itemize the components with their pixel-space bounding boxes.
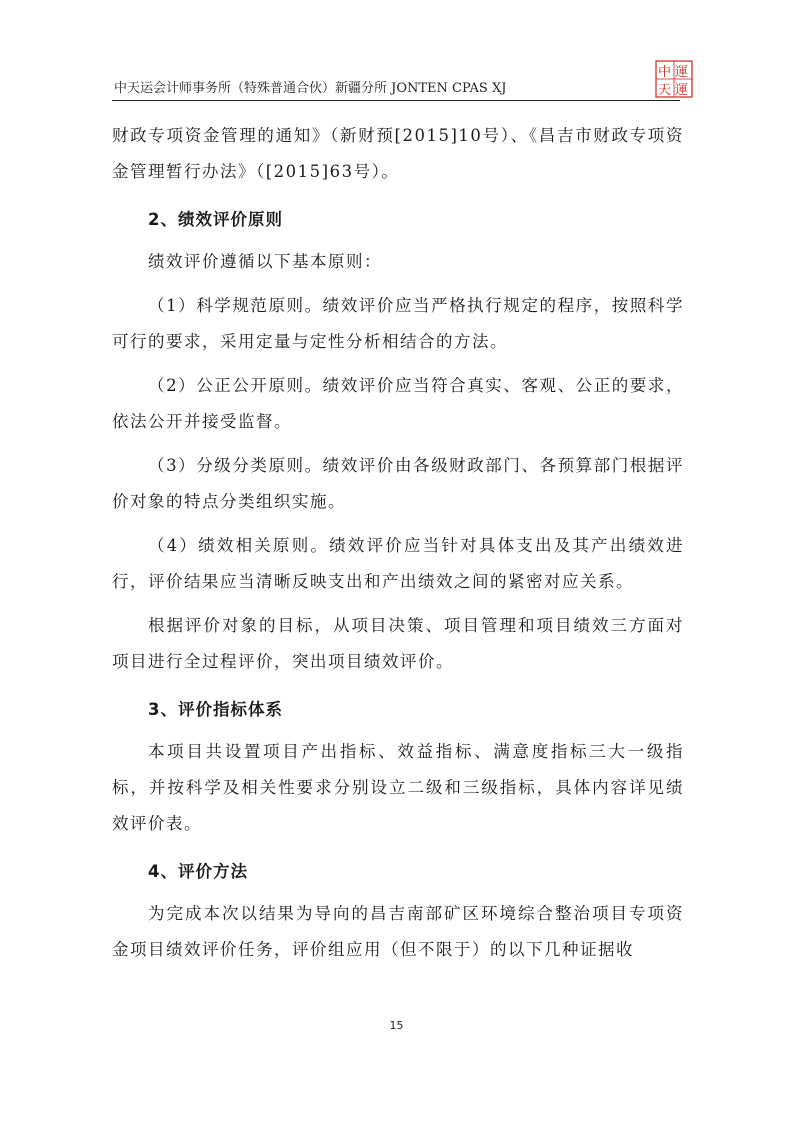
- principle-2: （2）公正公开原则。绩效评价应当符合真实、客观、公正的要求，依法公开并接受监督。: [112, 376, 684, 431]
- page-content: [112, 118, 684, 968]
- svg-text:運: 運: [675, 83, 689, 98]
- section-2-summary: 根据评价对象的目标，从项目决策、项目管理和项目绩效三方面对项目进行全过程评价，突出项目绩效评价。: [112, 616, 684, 671]
- principle-1: （1）科学规范原则。绩效评价应当严格执行规定的程序，按照科学可行的要求，采用定量与定性分析相结合的方法。: [112, 296, 684, 351]
- svg-text:天: 天: [658, 83, 672, 98]
- intro-paragraph: 财政专项资金管理的通知》（新财预[2015]10号）、《昌吉市财政专项资金管理暂行办法》（[2015]63号）。: [112, 126, 684, 181]
- section-3-heading: 3、评价指标体系: [148, 700, 283, 719]
- firm-logo-icon: [655, 60, 693, 98]
- section-2-heading: 2、绩效评价原则: [148, 210, 283, 229]
- section-3-text: 本项目共设置项目产出指标、效益指标、满意度指标三大一级指标，并按科学及相关性要求分别设立二级和三级指标，具体内容详见绩效评价表。: [112, 742, 684, 833]
- svg-text:中: 中: [658, 65, 672, 80]
- section-4-text: 为完成本次以结果为导向的昌吉南部矿区环境综合整治项目专项资金项目绩效评价任务，评价组应用（但不限于）的以下几种证据收: [112, 904, 684, 959]
- header-text: 中天运会计师事务所（特殊普通合伙）新疆分所 JONTEN CPAS XJ: [114, 81, 507, 96]
- firm-logo: [655, 60, 693, 98]
- section-4-heading: 4、评价方法: [148, 862, 248, 881]
- principle-4: （4）绩效相关原则。绩效评价应当针对具体支出及其产出绩效进行，评价结果应当清晰反映支出和产出绩效之间的紧密对应关系。: [112, 536, 684, 591]
- svg-text:運: 運: [675, 65, 689, 80]
- page-number: 15: [389, 1019, 404, 1032]
- section-2-lead: 绩效评价遵循以下基本原则：: [148, 252, 382, 271]
- page-header: [112, 74, 680, 101]
- principle-3: （3）分级分类原则。绩效评价由各级财政部门、各预算部门根据评价对象的特点分类组织实施。: [112, 456, 684, 511]
